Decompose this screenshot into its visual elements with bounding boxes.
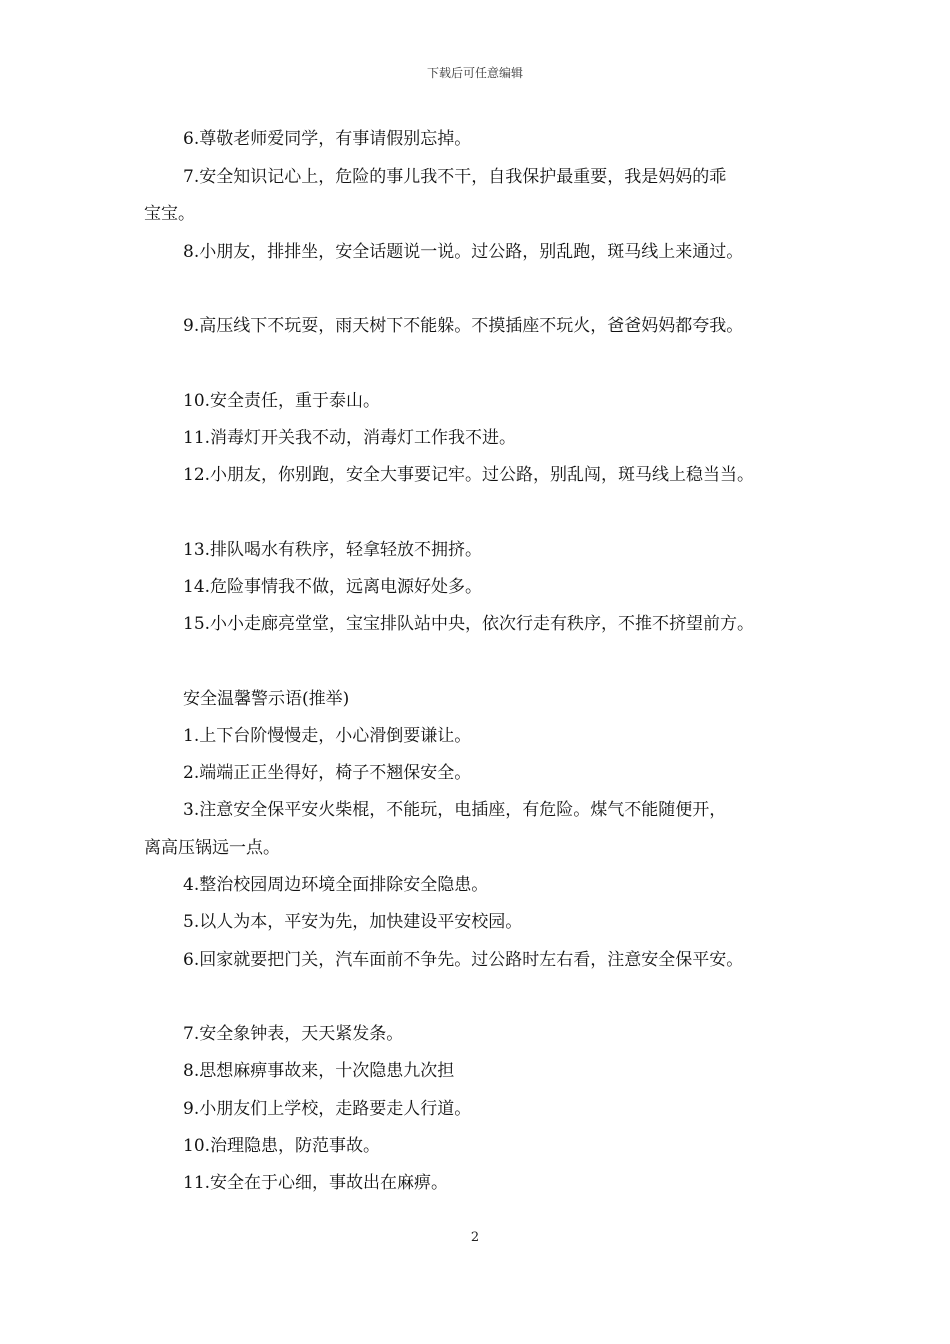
text-line: 14.危险事情我不做，远离电源好处多。: [183, 577, 483, 597]
text-line: 13.排队喝水有秩序，轻拿轻放不拥挤。: [183, 540, 483, 560]
text-line: 9.小朋友们上学校，走路要走人行道。: [183, 1099, 472, 1119]
text-line: 10.安全责任，重于泰山。: [183, 391, 381, 411]
page-header: 下载后可任意编辑: [426, 66, 523, 80]
text-line: 8.思想麻痹事故来，十次隐患九次担: [183, 1061, 455, 1081]
text-line: 2.端端正正坐得好，椅子不翘保安全。: [183, 763, 472, 783]
text-line: 7.安全知识记心上，危险的事儿我不干，自我保护最重要，我是妈妈的乖: [183, 167, 727, 187]
text-line: 12.小朋友，你别跑，安全大事要记牢。过公路，别乱闯，斑马线上稳当当。: [183, 465, 755, 485]
section-heading: 安全温馨警示语(推举): [183, 689, 350, 709]
text-line: 1.上下台阶慢慢走，小心滑倒要谦让。: [183, 726, 472, 746]
text-line: 11.安全在于心细，事故出在麻痹。: [183, 1173, 449, 1193]
text-line: 3.注意安全保平安火柴棍，不能玩，电插座，有危险。煤气不能随便开，: [183, 800, 727, 820]
text-line: 4.整治校园周边环境全面排除安全隐患。: [183, 875, 489, 895]
text-line: 8.小朋友，排排坐，安全话题说一说。过公路，别乱跑，斑马线上来通过。: [183, 242, 744, 262]
text-line: 5.以人为本，平安为先，加快建设平安校园。: [183, 912, 523, 932]
text-line: 9.高压线下不玩耍，雨天树下不能躲。不摸插座不玩火，爸爸妈妈都夸我。: [183, 316, 744, 336]
text-line: 6.回家就要把门关，汽车面前不争先。过公路时左右看，注意安全保平安。: [183, 950, 744, 970]
text-line: 离高压锅远一点。: [144, 838, 280, 858]
text-line: 11.消毒灯开关我不动，消毒灯工作我不进。: [183, 428, 517, 448]
page-number: 2: [470, 1230, 480, 1245]
text-line: 10.治理隐患，防范事故。: [183, 1136, 381, 1156]
text-line: 6.尊敬老师爱同学，有事请假别忘掉。: [183, 129, 472, 149]
text-line: 15.小小走廊亮堂堂，宝宝排队站中央，依次行走有秩序，不推不挤望前方。: [183, 614, 755, 634]
text-line: 7.安全象钟表，天天紧发条。: [183, 1024, 404, 1044]
text-line: 宝宝。: [144, 204, 195, 224]
